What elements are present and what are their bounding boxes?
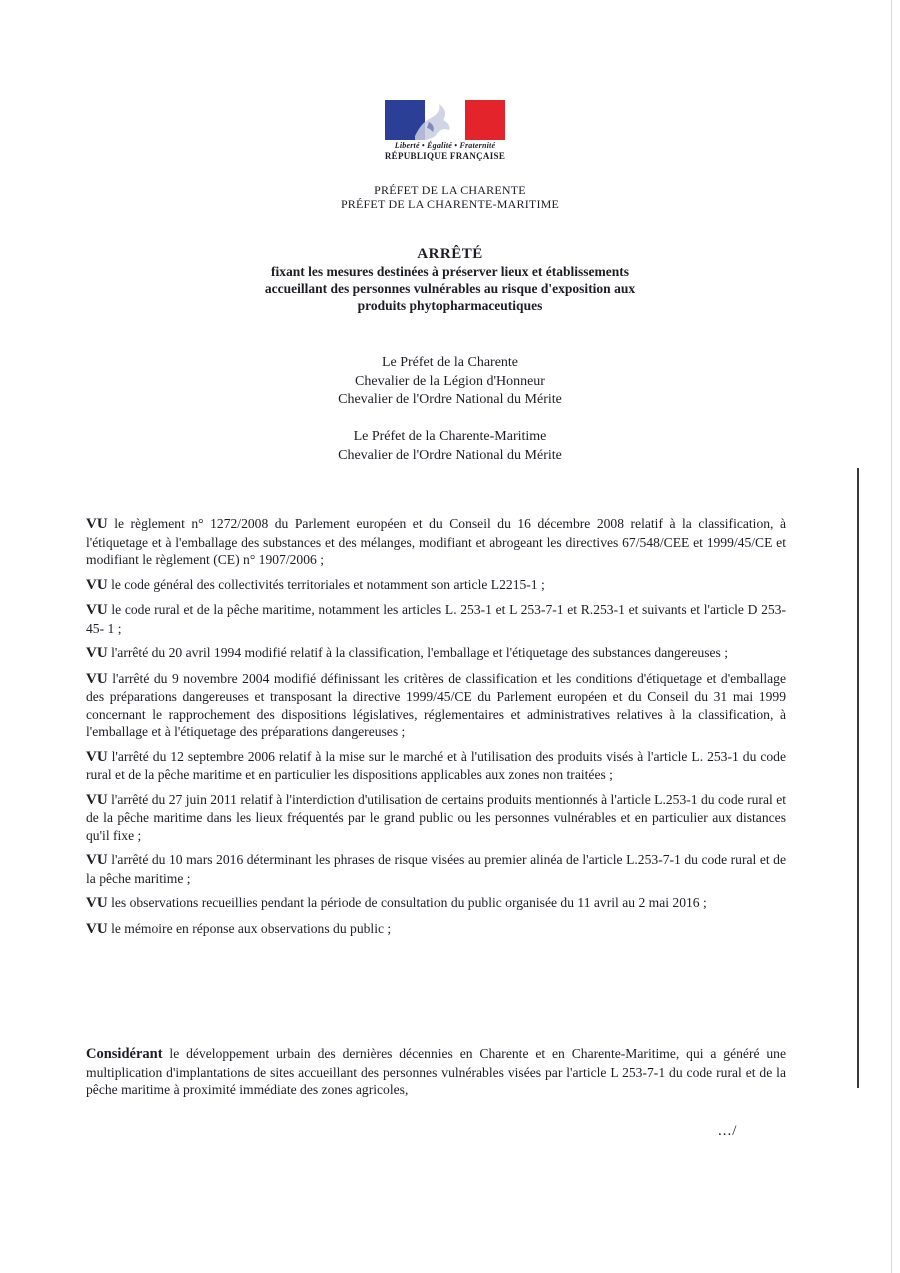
decree-subject-line: produits phytopharmaceutiques <box>357 298 543 313</box>
visa-keyword: VU <box>86 748 108 765</box>
visa-item <box>86 515 786 569</box>
scan-page-edge <box>891 0 892 1273</box>
decree-subject-line: accueillant des personnes vulnérables au risque d'exposition aux <box>264 281 636 296</box>
decree-subject-line: fixant les mesures destinées à préserver lieux et établissements <box>271 264 629 279</box>
considerant-text: le développement urbain des dernières décennies en Charente et en Charente-Maritime, qui a généré une multiplication d'implantations de sites accueillant des personnes vulnérables visées par l'article L 253-7-1 du code rural et de la pêche maritime à proximité immédiate des zones agricoles, <box>86 1046 786 1097</box>
signatory-line: Le Préfet de la Charente-Maritime <box>353 429 547 444</box>
visa-text: l'arrêté du 9 novembre 2004 modifié définissant les critères de classification et les conditions d'étiquetage et d'emballage des préparations dangereuses et transposant la directive 1999/45/CE du Parlement européen et du Conseil du 31 mai 1999 concernant le rapprochement des dispositions législatives, réglementaires et administratives relatives à la classification, à l'emballage et à l'étiquetage des préparations dangereuses ; <box>86 670 786 739</box>
visa-keyword: VU <box>86 920 108 937</box>
considerant-paragraph <box>86 1045 786 1099</box>
signatory-line: Chevalier de la Légion d'Honneur <box>355 373 545 389</box>
visa-text: le règlement n° 1272/2008 du Parlement européen et du Conseil du 16 décembre 2008 relatif à la classification, à l'étiquetage et à l'emballage des substances et des mélanges, modifiant et abrogeant les directives 67/548/CEE et 1999/45/CE et modifiant le règlement (CE) n° 1907/2006 ; <box>86 516 786 567</box>
marianne-logo-block <box>370 100 520 161</box>
visa-keyword: VU <box>86 852 108 868</box>
scan-margin-line <box>857 468 859 1088</box>
visa-keyword: VU <box>86 576 108 593</box>
visa-keyword: VU <box>86 791 108 808</box>
visa-text: l'arrêté du 27 juin 2011 relatif à l'interdiction d'utilisation de certains produits mentionnés à l'article L.253-1 du code rural et de la pêche maritime dans les lieux fréquentés par le grand public ou les personnes vulnérables et en particulier aux distances qu'il fixe ; <box>86 791 786 843</box>
considerant-keyword: Considérant <box>86 1046 163 1062</box>
visa-keyword: VU <box>86 670 108 687</box>
visa-text: l'arrêté du 20 avril 1994 modifié relatif à la classification, l'emballage et l'étiquetage des substances dangereuses ; <box>111 645 729 660</box>
signatory-line: Chevalier de l'Ordre National du Mérite <box>338 447 562 463</box>
visa-item <box>86 670 786 741</box>
signatory-charente <box>250 354 650 410</box>
prefect-charente-maritime: PRÉFET DE LA CHARENTE-MARITIME <box>340 197 560 211</box>
visa-text: le code rural et de la pêche maritime, notamment les articles L. 253-1 et L 253-7-1 et R.253-1 et suivants et l'article D 253-45- 1 ; <box>86 602 786 636</box>
visa-item <box>86 601 786 637</box>
visa-keyword: VU <box>86 602 108 618</box>
visa-item <box>86 644 786 663</box>
signatory-line: Le Préfet de la Charente <box>381 355 519 370</box>
decree-title: ARRÊTÉ <box>417 246 483 262</box>
visa-item <box>86 791 786 845</box>
visa-keyword: VU <box>86 516 108 532</box>
visa-item <box>86 851 786 887</box>
visa-text: les observations recueillies pendant la période de consultation du public organisée du 11 avril au 2 mai 2016 ; <box>111 895 707 910</box>
visa-item <box>86 576 786 595</box>
visa-text: le mémoire en réponse aux observations du public ; <box>111 920 392 936</box>
visa-text: l'arrêté du 10 mars 2016 déterminant les phrases de risque visées au premier alinéa de l'article L.253-7-1 du code rural et de la pêche maritime ; <box>86 852 787 886</box>
signatory-charente-maritime <box>250 428 650 465</box>
visa-item <box>86 748 786 784</box>
republic-name: RÉPUBLIQUE FRANÇAISE <box>384 151 506 161</box>
visa-keyword: VU <box>86 645 108 661</box>
republic-motto: Liberté • Égalité • Fraternité <box>394 141 496 150</box>
visa-item <box>86 920 786 939</box>
visa-item <box>86 894 786 913</box>
signatory-line: Chevalier de l'Ordre National du Mérite <box>338 392 562 407</box>
prefect-charente: PRÉFET DE LA CHARENTE <box>374 183 526 197</box>
prefect-header <box>250 183 650 211</box>
visa-keyword: VU <box>86 895 108 911</box>
visa-text: le code général des collectivités territoriales et notamment son article L2215-1 ; <box>111 576 545 592</box>
visa-text: l'arrêté du 12 septembre 2006 relatif à la mise sur le marché et à l'utilisation des produits visés à l'article L. 253-1 du code rural et de la pêche maritime et en particulier les dispositions applicables aux zones non traitées ; <box>86 748 786 782</box>
marianne-flag-icon <box>385 100 505 140</box>
visa-list <box>86 515 786 945</box>
decree-heading <box>190 245 710 314</box>
page-continuation-mark: .../ <box>718 1123 738 1139</box>
